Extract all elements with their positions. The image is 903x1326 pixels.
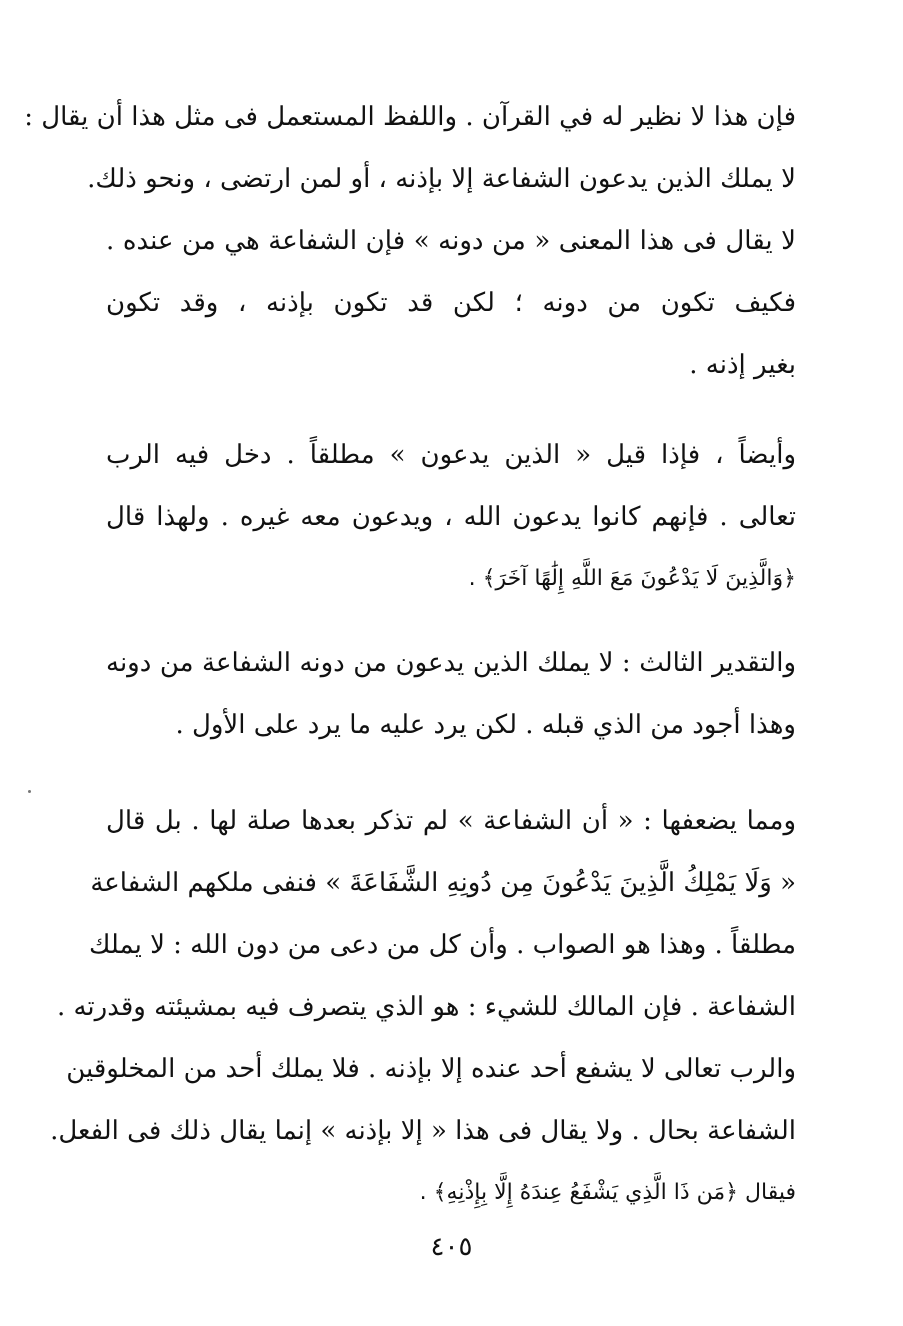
paragraph-line: فكيف تكون من دونه ؛ لكن قد تكون بإذنه ، وقد تكون <box>106 288 796 318</box>
paragraph-line: مطلقاً . وهذا هو الصواب . وأن كل من دعى من دون الله : لا يملك <box>89 930 796 960</box>
paragraph-line: ومما يضعفها : « أن الشفاعة » لم تذكر بعدها صلة لها . بل قال <box>106 806 796 836</box>
paragraph-line: لا يقال فى هذا المعنى « من دونه » فإن الشفاعة هي من عنده . <box>106 226 796 256</box>
quranic-verse-line: فيقال ﴿مَن ذَا الَّذِي يَشْفَعُ عِندَهُ إِلَّا بِإِذْنِهِ﴾ . <box>419 1180 796 1205</box>
paragraph-line: وأيضاً ، فإذا قيل « الذين يدعون » مطلقاً . دخل فيه الرب <box>106 440 796 470</box>
paragraph-line: لا يملك الذين يدعون الشفاعة إلا بإذنه ، أو لمن ارتضى ، ونحو ذلك. <box>87 164 796 194</box>
paragraph-line: تعالى . فإنهم كانوا يدعون الله ، ويدعون معه غيره . ولهذا قال <box>106 502 796 532</box>
quranic-verse-line: ﴿وَالَّذِينَ لَا يَدْعُونَ مَعَ اللَّهِ إِلَٰهًا آخَرَ﴾ . <box>468 566 796 591</box>
margin-speck <box>28 790 31 793</box>
paragraph-line: بغير إذنه . <box>689 350 796 380</box>
paragraph-2 <box>106 424 796 610</box>
paragraph-line: وهذا أجود من الذي قبله . لكن يرد عليه ما يرد على الأول . <box>175 710 796 740</box>
paragraph-line: والتقدير الثالث : لا يملك الذين يدعون من دونه الشفاعة من دونه <box>106 648 796 678</box>
paragraph-line: الشفاعة بحال . ولا يقال فى هذا « إلا بإذنه » إنما يقال ذلك فى الفعل. <box>50 1116 796 1146</box>
paragraph-4 <box>50 790 796 1224</box>
paragraph-line: الشفاعة . فإن المالك للشيء : هو الذي يتصرف فيه بمشيئته وقدرته . <box>56 992 796 1022</box>
paragraph-line: فإن هذا لا نظير له في القرآن . واللفظ المستعمل فى مثل هذا أن يقال : <box>24 102 796 132</box>
paragraph-line: والرب تعالى لا يشفع أحد عنده إلا بإذنه . فلا يملك أحد من المخلوقين <box>66 1054 796 1084</box>
paragraph-3 <box>106 632 796 756</box>
paragraph-1 <box>24 86 796 396</box>
paragraph-line-with-verse: « وَلَا يَمْلِكُ الَّذِينَ يَدْعُونَ مِن دُونِهِ الشَّفَاعَةَ » فنفى ملكهم الشفاعة <box>90 868 796 898</box>
page-number: ٤٠٥ <box>430 1232 473 1262</box>
